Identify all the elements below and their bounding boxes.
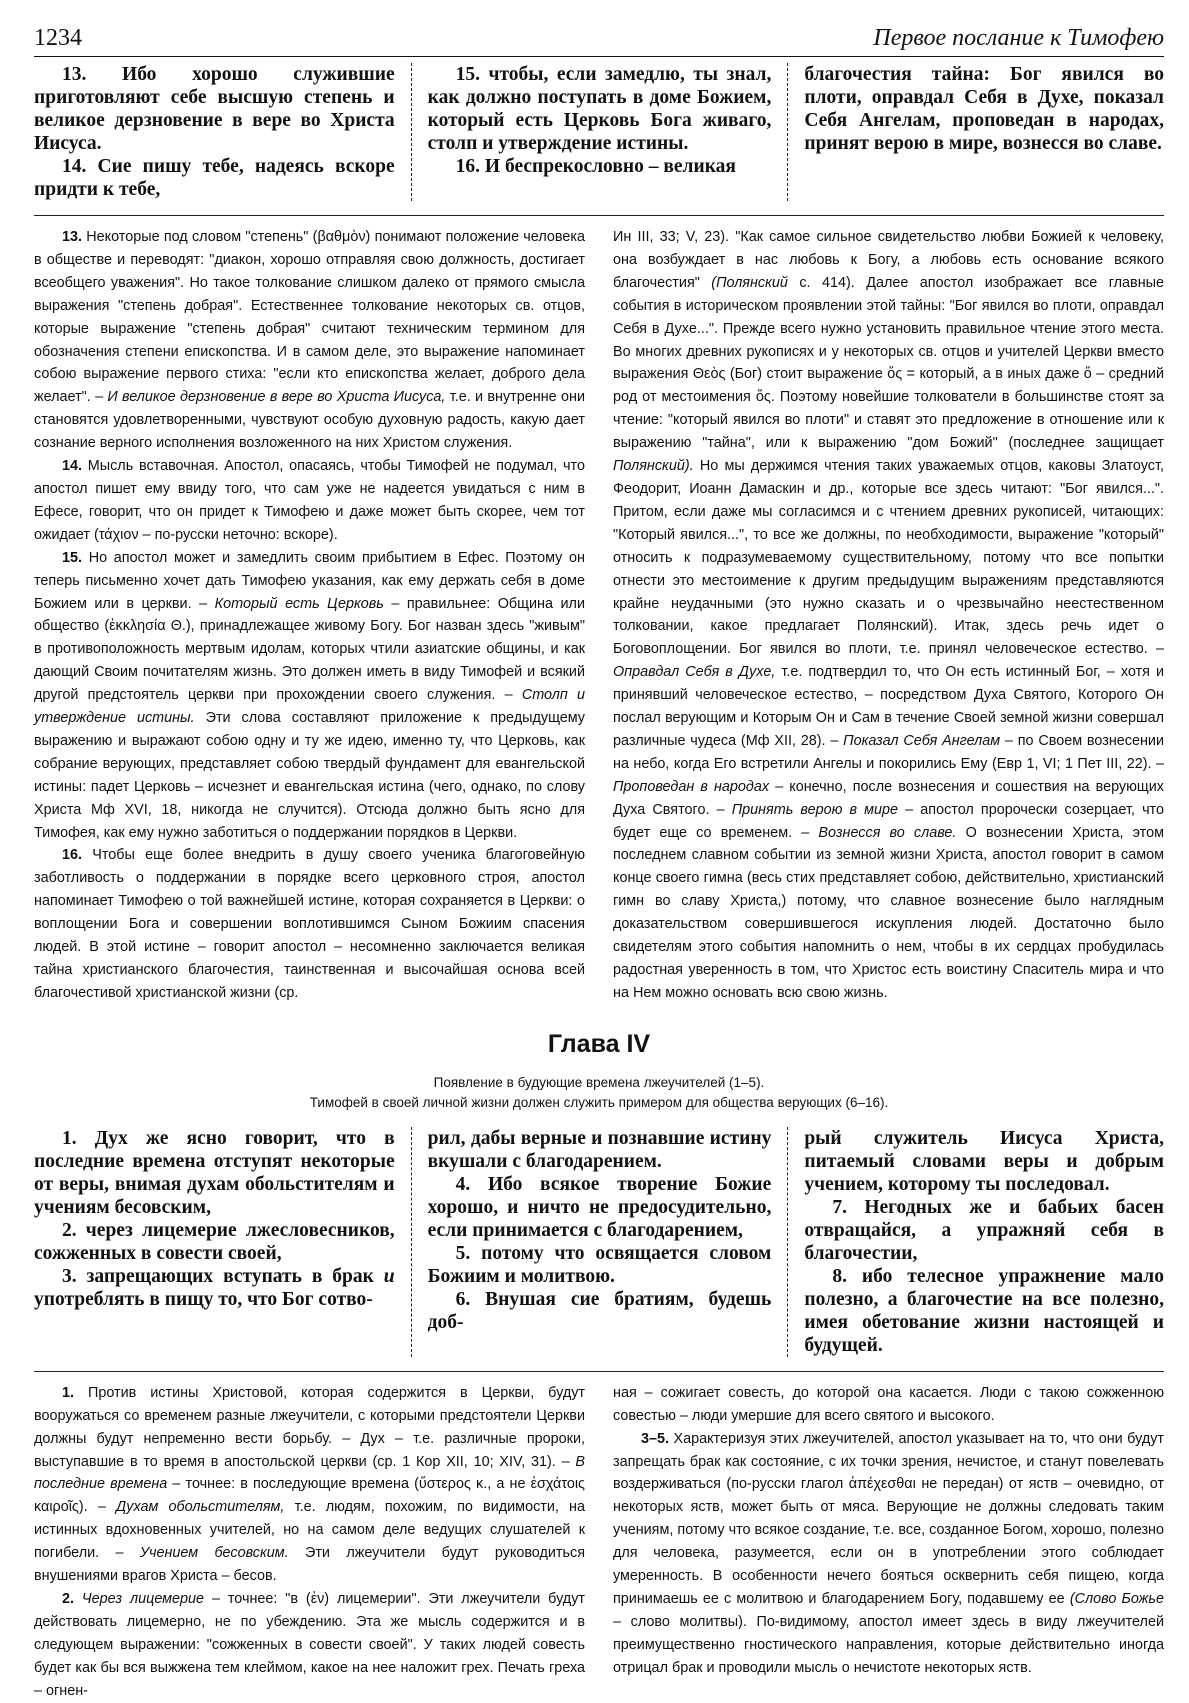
quote: Столп и утверждение истины.: [34, 687, 585, 727]
text: Эти слова составляют приложение к предыдущему выражению и выражают собою одну и ту же идею, именно ту, что Церковь, как собрание верующих, представляет собою твердый фундамент для евангельской истины: падет Церковь – исчезнет и евангельская истина (чего, однако, по слову Христа Мф XVI, 18, никогда не случится). Отсюда должно быть ясно для Тимофея, как ему нужно заботиться о поддержании порядков в Церкви.: [34, 710, 585, 841]
commentary-paragraph: [34, 547, 585, 845]
running-header: [34, 18, 1164, 57]
commentary-column-left: [34, 1382, 585, 1703]
scripture-block-chapter-4: [34, 1127, 1164, 1357]
quote: В последние времена: [34, 1453, 585, 1493]
text: Чтобы еще более внедрить в душу своего ученика благоговейную заботливость о поддержании в порядке всего церковного строя, апостол напоминает Тимофею о той важнейшей истине, которая сохраняется в Церкви: о воплощении Бога и совершении воплотившимся Сыном Божиим спасения людей. В этой истине – говорит апостол – несомненно заключается великая тайна христианского благочестия, таинственная и высочайшая основа всей благочестивой христианской жизни (ср.: [34, 847, 585, 1001]
commentary-paragraph: [34, 844, 585, 1004]
text: Ин III, 33; V, 23). "Как самое сильное свидетельство любви Божией к человеку, она возбуждает в нас любовь к Богу, а любовь есть основание всякого благочестия": [613, 229, 1164, 291]
text: и: [383, 1265, 395, 1287]
page-number: 1234: [34, 25, 82, 51]
chapter-summary: [34, 1073, 1164, 1113]
commentary-paragraph: [613, 1428, 1164, 1680]
divider: [34, 215, 1164, 216]
scripture-column: [411, 63, 788, 201]
verse: 1. Дух же ясно говорит, что в последние времена отступят некоторые от веры, внимая духам обольстителям и учениям бесовским,: [34, 1127, 395, 1218]
running-title: Первое послание к Тимофею: [873, 25, 1164, 51]
text: – апостол пророчески созерцает, что будет еще со временем. –: [613, 801, 1164, 841]
verse: 5. потому что освящается словом Божиим и молитвою.: [427, 1242, 772, 1287]
text: – точнее: в последующие времена (ὕστερος κ., а не ἐσχάτοις καιροῖς). –: [34, 1476, 585, 1516]
text: т.е. людям, похожим, по видимости, на истинных вдохновенных учителей, но на самом деле ведущих слушателей к погибели. –: [34, 1499, 586, 1562]
page: [34, 18, 1164, 1703]
text: Мысль вставочная. Апостол, опасаясь, чтобы Тимофей не подумал, что апостол пишет ему ввиду того, что сам уже не надеется увидаться с ним в Ефесе, говорит, что он придет к Тимофею и даже может быть скорее, чем тот ожидает (τάχιον – по-русски неточно: вскоре).: [34, 458, 585, 543]
verse-number: 13.: [62, 229, 83, 245]
quote: Принять верою в мире: [731, 801, 899, 818]
verse-number: 1.: [62, 1384, 75, 1401]
quote: (Полянский: [711, 274, 788, 291]
quote: Вознесся во славе.: [818, 824, 957, 841]
chapter-summary-line: Тимофей в своей личной жизни должен служить примером для общества верующих (6–16).: [309, 1094, 889, 1110]
quote: Полянский).: [613, 458, 694, 475]
commentary-paragraph: [34, 455, 585, 547]
quote: Показал Себя Ангелам: [843, 732, 1001, 749]
verse-number: 3–5.: [641, 1430, 670, 1447]
text: т.е. подтвердил то, что Он есть истинный Бог, – хотя и принявший человеческое естество, – посредством Духа Святого, Которого Он послал верующим и Которым Он и Сам в течение Своей земной жизни совершал различные чудеса (Мф XII, 28). –: [613, 664, 1164, 749]
text: т.е. и внутренне они становятся удовлетворенными, чувствуют особую духовную радость, какую дает сознание верного исполнения возложенного на них Христом служения.: [34, 389, 585, 452]
commentary-paragraph: ная – сожигает совесть, до которой она касается. Люди с такою сожженною совестью – люди умершие для всего святого и высокого.: [613, 1384, 1164, 1424]
quote: Оправдал Себя в Духе,: [613, 664, 776, 681]
quote: Духам обольстителям,: [116, 1499, 285, 1516]
verse-number: 2.: [62, 1590, 75, 1607]
verse-number: 16.: [62, 847, 83, 864]
quote: (Слово Божье: [1069, 1590, 1164, 1607]
verse: 13. Ибо хорошо служившие приготовляют себе высшую степень и великое дерзновение в вере во Христа Иисуса.: [34, 64, 395, 154]
scripture-column: [34, 1127, 411, 1357]
commentary-block-2: [34, 1382, 1164, 1703]
text: с. 414). Далее апостол изображает все главные события в историческом проявлении этой тайны: "Бог явился во плоти, оправдал Себя в Духе...". Прежде всего нужно установить правильное чтение этого места. Во многих древних рукописях и у некоторых св. отцов и учителей Церкви вместо выражения Θεὸς (Бог) стоит выражение ὅς = который, а в иных даже ὅ – средний род от местоимения ὅς. Поэтому новейшие толкователи в большинстве стоят за чтение: "который явился во плоти" и ставят это предложение в отношение или к выражению "тайна", или к выражению "дом Божий" (последнее защищает: [613, 274, 1164, 452]
verse: 15. чтобы, если замедлю, ты знал, как должно поступать в доме Божием, который есть Церковь Бога живаго, столп и утверждение истины.: [427, 64, 772, 154]
scripture-column: [787, 63, 1164, 201]
commentary-column-right: [613, 1382, 1164, 1703]
scripture-column: [34, 63, 411, 201]
commentary-paragraph: [34, 226, 585, 455]
scripture-block-chapter-3: [34, 63, 1164, 201]
commentary-paragraph: [34, 1382, 585, 1588]
commentary-block-1: [34, 226, 1164, 1005]
quote: Который есть Церковь: [214, 595, 384, 612]
verse-number: 15.: [62, 549, 83, 566]
commentary-paragraph: [34, 1588, 585, 1703]
commentary-paragraph: [613, 226, 1164, 1005]
text: О вознесении Христа, этом последнем славном событии из земной жизни Христа, апостол говорит в самом конце своего гимна (весь стих представляет собою, действительно, христианский гимн во славу Христа,) потому, что славное вознесение было наглядным доказательством совершившегося искупления людей. Достаточно было свидетелям этого события напомнить о нем, чтобы в их сердцах пробудилась радостная уверенность в том, что Христос есть воистину Спаситель мира и что на Нем можно основать всю свою жизнь.: [613, 824, 1164, 1001]
commentary-column-left: [34, 226, 585, 1005]
text: Некоторые под словом "степень" (βαθμὸν) понимают положение человека в обществе и переводят: "диакон, хорошо отправляя свою должность, достигает всеобщего уважения". Но такое толкование слишком далеко от прямого смысла выражения "степень добрая". Естественнее толкование некоторых св. отцов, которые выражение "степень добрая" считают техническим термином для обозначения степени епископства. И в самом деле, это выражение напоминает собою выражение первого стиха: "если кто епископства желает, доброго дела желает". –: [34, 229, 585, 406]
text: – правильнее: Община или общество (ἐκκλησία Θ.), принадлежащее живому Богу. Бог назван здесь "живым" в противоположность мертвым идолам, которых чтили азиатские общины, и как дающий Своим почитателям жизнь. Это должен иметь в виду Тимофей и всякий другой предстоятель церкви при прохождении своего служения. –: [34, 595, 585, 704]
chapter-heading-block: [34, 1027, 1164, 1113]
divider: [34, 1371, 1164, 1372]
quote: Учением бесовским.: [139, 1545, 289, 1562]
verse: благочестия тайна: Бог явился во плоти, оправдал Себя в Духе, показал Себя Ангелам, проповедан в народах, принят верою в мире, вознесся во славе.: [804, 64, 1164, 154]
text: – точнее: "в (ἐν) лицемерии". Эти лжеучители будут действовать лицемерно, не по убеждению. Эта же мысль содержится и в следующем выражении: "сожженных в совести своей". У таких людей совесть будет как бы вся выжжена тем клеймом, какое на нее наложит грех. Печать греха – огнен-: [34, 1590, 585, 1699]
verse: 16. И беспрекословно – великая: [455, 156, 736, 177]
verse: 4. Ибо всякое творение Божие хорошо, и ничто не предосудительно, если принимается с благодарением,: [427, 1173, 772, 1241]
text: употреблять в пищу то, что Бог сотво-: [34, 1288, 373, 1310]
verse: 6. Внушая сие братиям, будешь доб-: [427, 1288, 772, 1333]
verse-number: 14.: [62, 458, 83, 475]
text: Эти лжеучители будут руководиться внушениями врагов Христа – бесов.: [34, 1545, 586, 1585]
quote: Через лицемерие: [74, 1590, 205, 1607]
text: – по Своем вознесении на небо, когда Его встретили Ангелы и покорились Ему (Евр 1, VI; 1 Пет III, 22). –: [613, 732, 1164, 772]
verse: 7. Негодных же и бабьих басен отвращайся, а упражняй себя в благочестии,: [804, 1196, 1164, 1264]
verse: 14. Сие пишу тебе, надеясь вскоре придти к тебе,: [34, 156, 395, 200]
text: Против истины Христовой, которая содержится в Церкви, будут вооружаться со временем разные лжеучители, с которыми предстоятели Церкви должны будут непременно вести борьбу. – Дух – т.е. различные пророки, выступавшие в то время в апостольской церкви (ср. 1 Кор XII, 10; XIV, 31). –: [34, 1384, 585, 1470]
quote: И великое дерзновение в вере во Христа Иисуса,: [107, 389, 446, 406]
verse: [34, 1265, 395, 1311]
verse: 8. ибо телесное упражнение мало полезно, а благочестие на все полезно, имея обетование жизни настоящей и будущей.: [804, 1265, 1164, 1356]
text: Характеризуя этих лжеучителей, апостол указывает на то, что они будут запрещать брак как состояние, с их точки зрения, нечистое, и станут повелевать воздерживаться (по-русски глагол ἀπέχεσθαι не передан) от яств – очевидно, от некоторых яств, может быть от мяса. Верующие не должны следовать таким учениям, потому что всякое создание, т.е. все, созданное Богом, хорошо, полезно для человека, разумеется, если он в употреблении этого соблюдает умеренность. В особенности нечего бояться осквернить себя пищею, когда принимаешь ее с молитвою и благодарением Богу, подавшему ее: [613, 1430, 1164, 1607]
verse: рый служитель Иисуса Христа, питаемый словами веры и добрым учением, которому ты последовал.: [804, 1127, 1164, 1195]
commentary-column-right: [613, 226, 1164, 1005]
text: 3. запрещающих вступать в брак: [62, 1265, 384, 1287]
verse: рил, дабы верные и познавшие истину вкушали с благодарением.: [427, 1127, 772, 1172]
verse: 2. через лицемерие лжесловесников, сожженных в совести своей,: [34, 1219, 395, 1264]
text: – конечно, после вознесения и сошествия на верующих Духа Святого. –: [613, 778, 1164, 818]
chapter-title: Глава IV: [547, 1029, 651, 1058]
scripture-column: [411, 1127, 788, 1357]
text: – слово молитвы). По-видимому, апостол имеет здесь в виду лжеучителей преимущественно гностического направления, которые действительно иногда отрицал брак и проводили мысль о нечистоте некоторых яств.: [613, 1613, 1164, 1676]
scripture-column: [787, 1127, 1164, 1357]
quote: Проповедан в народах: [613, 778, 770, 795]
chapter-summary-line: Появление в будующие времена лжеучителей (1–5).: [433, 1074, 765, 1090]
text: Но мы держимся чтения таких уважаемых отцов, каковы Златоуст, Феодорит, Иоанн Дамаскин и др., которые все здесь читают: "Бог явился...". Притом, если даже мы согласимся и с чтением древних рукописей, читающих: "Который явился...", то все же должны, по необходимости, выражение "который" относить к подразумеваемому существительному, потому что все попытки отнести это местоимение к другим предыдущим выражениям представляются крайне неудачными (это нужно сказать и о чрезвычайно неестественном толковании, какое предлагает Полянский). Итак, здесь речь идет о Боговоплощении. Бог явился во плоти, т.е. принял человеческое естество. –: [613, 458, 1164, 658]
text: Но апостол может и замедлить своим прибытием в Ефес. Поэтому он теперь письменно хочет дать Тимофею указания, как ему держать себя в доме Божием или в церкви. –: [34, 549, 585, 612]
